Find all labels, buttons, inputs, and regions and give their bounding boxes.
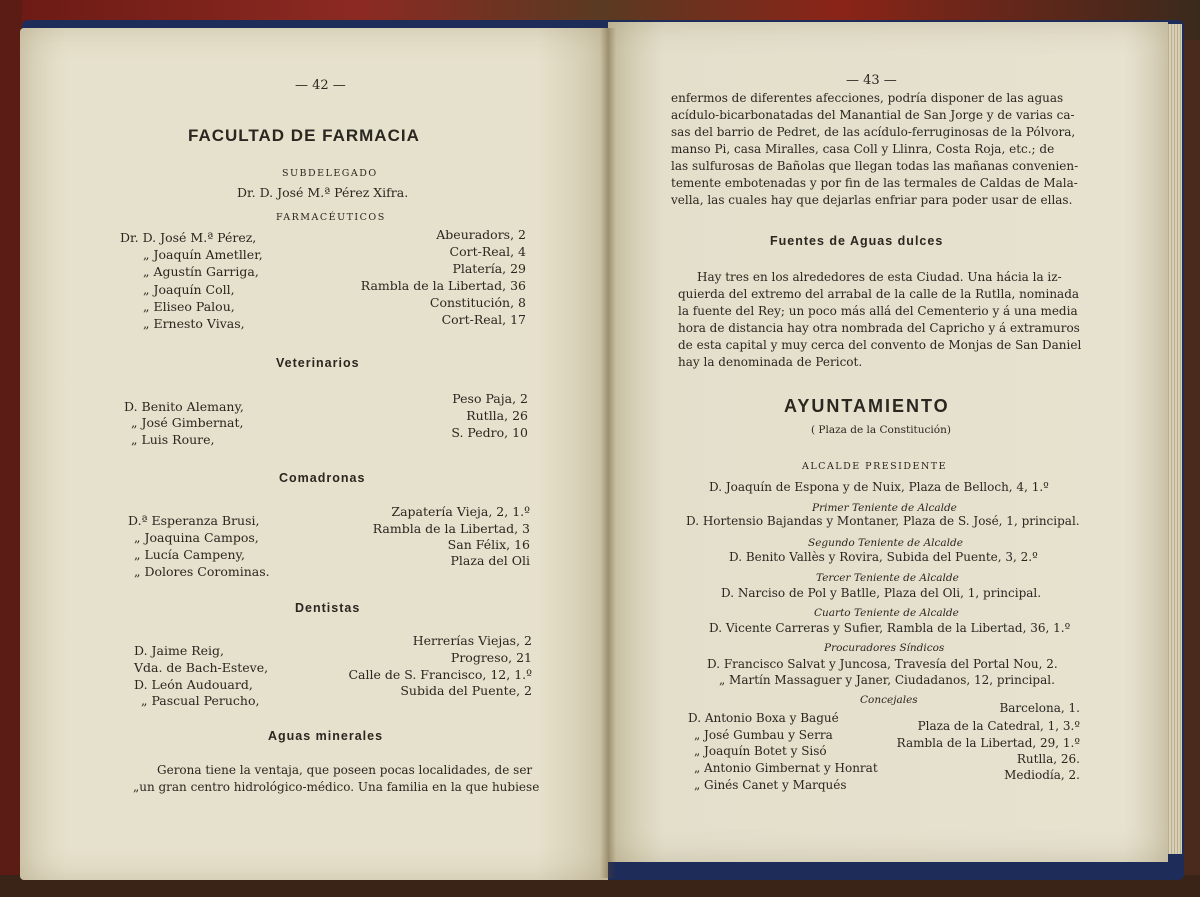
list-item: Rutlla, 26 <box>466 408 528 423</box>
list-item: „ Joaquín Ametller, <box>143 247 263 262</box>
list-item: „ Antonio Gimbernat y Honrat <box>694 761 878 775</box>
alcalde-label: ALCALDE PRESIDENTE <box>802 461 948 472</box>
list-item: D. Benito Vallès y Rovira, Subida del Puente, 3, 2.º <box>729 550 1038 564</box>
role-label: Procuradores Síndicos <box>824 642 945 654</box>
left-page <box>20 28 608 880</box>
list-item: Platería, 29 <box>452 261 526 276</box>
paragraph-line: la fuente del Rey; un poco más allá del Cementerio y á una media <box>678 304 1078 318</box>
list-item: D.ª Esperanza Brusi, <box>128 513 260 528</box>
subdelegado-label: SUBDELEGADO <box>282 168 378 179</box>
role-label: Cuarto Teniente de Alcalde <box>814 607 959 619</box>
list-item: „ Joaquín Coll, <box>143 282 235 297</box>
list-item: Peso Paja, 2 <box>452 391 528 406</box>
role-label: Primer Teniente de Alcalde <box>812 502 957 514</box>
list-item: D. Joaquín de Espona y de Nuix, Plaza de Belloch, 4, 1.º <box>709 480 1049 494</box>
list-item: Mediodía, 2. <box>1004 768 1080 782</box>
role-label: Concejales <box>860 694 918 706</box>
section-title-ayuntamiento: AYUNTAMIENTO <box>784 396 950 416</box>
paragraph-line: „un gran centro hidrológico-médico. Una familia en la que hubiese <box>133 780 540 794</box>
paragraph-line: sas del barrio de Pedret, de las acídulo-ferruginosas de la Pólvora, <box>671 125 1076 139</box>
list-item: „ Lucía Campeny, <box>134 547 245 562</box>
list-item: D. Antonio Boxa y Bagué <box>688 711 839 725</box>
paragraph-line: las sulfurosas de Bañolas que llegan todas las mañanas convenien- <box>671 159 1079 173</box>
section-title-aguas: Aguas minerales <box>268 729 384 743</box>
list-item: Subida del Puente, 2 <box>400 683 532 698</box>
list-item: D. Hortensio Bajandas y Montaner, Plaza de S. José, 1, principal. <box>686 514 1080 528</box>
list-item: S. Pedro, 10 <box>451 425 528 440</box>
list-item: Calle de S. Francisco, 12, 1.º <box>348 667 532 682</box>
list-item: „ Agustín Garriga, <box>143 264 259 279</box>
paragraph-line: hay la denominada de Pericot. <box>678 355 863 369</box>
farmaceuticos-label: FARMACÉUTICOS <box>276 212 386 223</box>
paragraph-line: enfermos de diferentes afecciones, podría disponer de las aguas <box>671 91 1064 105</box>
list-item: D. Vicente Carreras y Sufier, Rambla de la Libertad, 36, 1.º <box>709 621 1071 635</box>
list-item: Herrerías Viejas, 2 <box>412 633 532 648</box>
section-title-dentistas: Dentistas <box>295 601 361 615</box>
list-item: Cort-Real, 4 <box>449 244 526 259</box>
paragraph-line: de esta capital y muy cerca del convento de Monjas de San Daniel <box>678 338 1082 352</box>
book-spine <box>600 28 616 878</box>
list-item: Constitución, 8 <box>429 295 526 310</box>
list-item: Zapatería Vieja, 2, 1.º <box>391 504 530 519</box>
list-item: Barcelona, 1. <box>999 701 1080 715</box>
list-item: „ Ernesto Vivas, <box>143 316 245 331</box>
section-title-fuentes: Fuentes de Aguas dulces <box>770 234 944 248</box>
paragraph-line: acídulo-bicarbonatadas del Manantial de San Jorge y de varias ca- <box>671 108 1075 122</box>
list-item: Rambla de la Libertad, 29, 1.º <box>896 736 1080 750</box>
paragraph-line: quierda del extremo del arrabal de la calle de la Rutlla, nominada <box>678 287 1080 301</box>
list-item: Rambla de la Libertad, 36 <box>360 278 526 293</box>
list-item: Vda. de Bach-Esteve, <box>134 660 269 675</box>
paragraph-line: hora de distancia hay otra nombrada del Capricho y á extramuros <box>678 321 1080 335</box>
list-item: „ Eliseo Palou, <box>143 299 235 314</box>
list-item: „ Martín Massaguer y Janer, Ciudadanos, 12, principal. <box>719 673 1055 687</box>
list-item: „ Dolores Corominas. <box>134 564 270 579</box>
list-item: Rambla de la Libertad, 3 <box>372 521 530 536</box>
page-number-left: — 42 — <box>295 78 346 93</box>
list-item: „ José Gumbau y Serra <box>694 728 833 742</box>
paragraph-line: vella, las cuales hay que dejarlas enfriar para poder usar de ellas. <box>671 193 1073 207</box>
paragraph-line: Hay tres en los alrededores de esta Ciudad. Una hácia la iz- <box>697 270 1062 284</box>
list-item: D. Benito Alemany, <box>124 399 244 414</box>
subdelegado-name: Dr. D. José M.ª Pérez Xifra. <box>237 185 409 200</box>
list-item: Dr. D. José M.ª Pérez, <box>120 230 257 245</box>
list-item: Progreso, 21 <box>450 650 532 665</box>
list-item: Rutlla, 26. <box>1016 752 1080 766</box>
list-item: „ Joaquín Botet y Sisó <box>694 744 827 758</box>
list-item: „ Ginés Canet y Marqués <box>694 778 847 792</box>
paragraph-line: temente embotenadas y por fin de las termales de Caldas de Mala- <box>671 176 1078 190</box>
section-title-veterinarios: Veterinarios <box>276 356 360 370</box>
list-item: D. Narciso de Pol y Batlle, Plaza del Oli, 1, principal. <box>721 586 1042 600</box>
list-item: D. León Audouard, <box>134 677 253 692</box>
ayuntamiento-subtitle: ( Plaza de la Constitución) <box>811 424 951 436</box>
list-item: D. Francisco Salvat y Juncosa, Travesía del Portal Nou, 2. <box>707 657 1058 671</box>
paragraph-line: Gerona tiene la ventaja, que poseen pocas localidades, de ser <box>157 763 533 777</box>
list-item: „ Joaquina Campos, <box>134 530 259 545</box>
list-item: „ José Gimbernat, <box>131 415 244 430</box>
list-item: D. Jaime Reig, <box>134 643 224 658</box>
list-item: Abeuradors, 2 <box>436 227 526 242</box>
role-label: Segundo Teniente de Alcalde <box>808 537 963 549</box>
background-table-left <box>0 0 22 897</box>
page-title: FACULTAD DE FARMACIA <box>188 126 420 145</box>
list-item: „ Luis Roure, <box>131 432 215 447</box>
role-label: Tercer Teniente de Alcalde <box>816 572 959 584</box>
list-item: Plaza del Oli <box>450 553 530 568</box>
list-item: Plaza de la Catedral, 1, 3.º <box>917 719 1080 733</box>
page-number-right: — 43 — <box>846 73 897 88</box>
list-item: San Félix, 16 <box>447 537 530 552</box>
paragraph-line: manso Pi, casa Miralles, casa Coll y Llinra, Costa Roja, etc.; de <box>671 142 1055 156</box>
list-item: Cort-Real, 17 <box>441 312 526 327</box>
section-title-comadronas: Comadronas <box>279 471 366 485</box>
list-item: „ Pascual Perucho, <box>141 693 260 708</box>
